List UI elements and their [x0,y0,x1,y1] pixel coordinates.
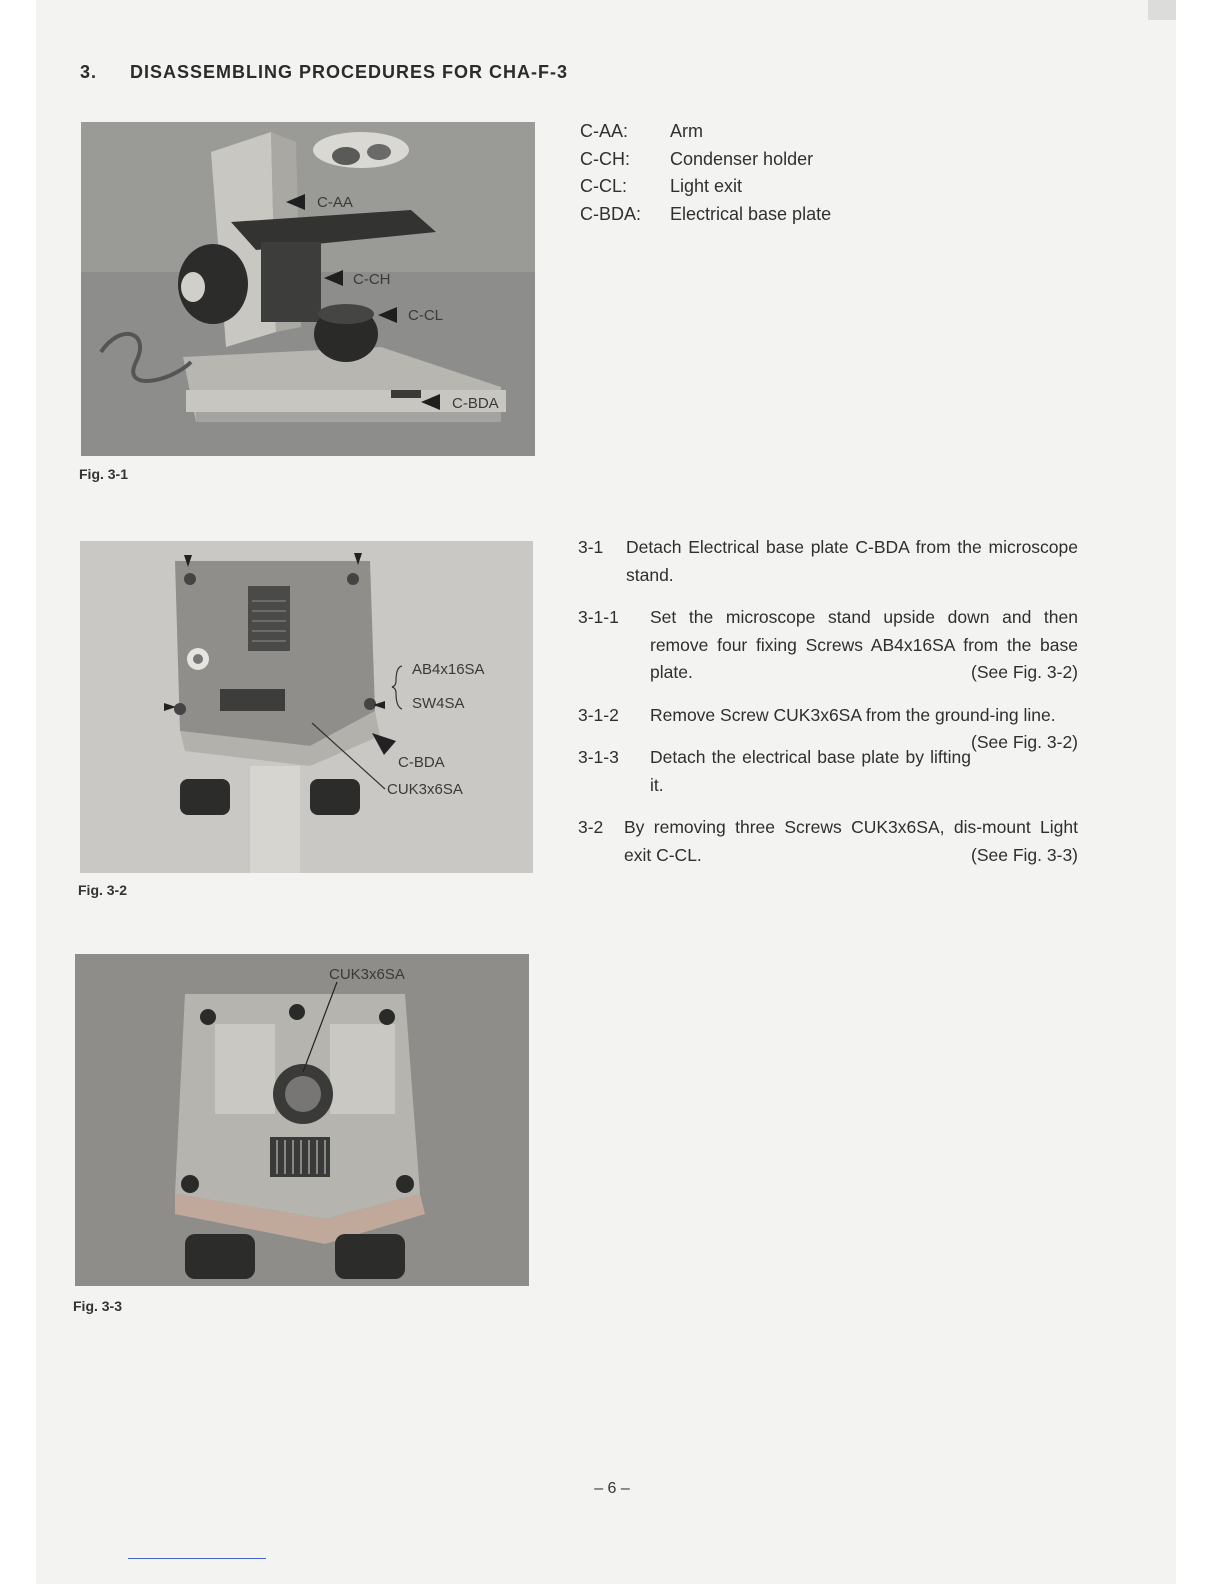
fig1-label-c-cl: C-CL [408,307,444,324]
procedure-steps [578,534,1078,884]
step-number: 3-1-1 [578,607,619,627]
figure-3-2-photo [80,541,533,873]
legend-code: C-BDA: [580,203,642,224]
legend-row [580,118,831,146]
parts-legend [580,118,831,228]
step-text: Set the microscope stand upside down and then remove four fixing Screws AB4x16SA from the base plate. [650,607,1078,682]
legend-row [580,173,831,201]
fig2-label-c-bda: C-BDA [398,754,445,771]
step-number: 3-1 [578,537,604,557]
section-title: DISASSEMBLING PROCEDURES FOR CHA-F-3 [130,62,569,82]
step-text: Remove Screw CUK3x6SA from the ground-ing line. [650,704,1056,725]
figure-reference: (See Fig. 3-3) [971,844,1078,865]
fig2-label-cuk3x6sa: CUK3x6SA [387,781,463,798]
step-number: 3-1-2 [578,704,619,725]
procedure-step [578,534,1078,589]
figure-3-1-caption: Fig. 3-1 [79,466,129,482]
legend-desc: Electrical base plate [670,203,832,224]
figure-3-3-caption: Fig. 3-3 [73,1298,123,1314]
fig2-label-sw4sa: SW4SA [412,695,465,712]
procedure-step [578,744,1078,799]
figure-3-2-caption: Fig. 3-2 [78,882,128,898]
legend-desc: Arm [670,121,703,141]
procedure-step [578,702,1078,752]
legend-code: C-CL: [580,176,628,196]
fig1-label-c-ch: C-CH [353,271,391,288]
step-number: 3-1-3 [578,747,619,767]
fig2-label-ab4x16sa: AB4x16SA [412,661,485,678]
legend-row [580,146,831,174]
step-text: Detach Electrical base plate C-BDA from the microscope stand. [626,537,1078,585]
figure-reference: (See Fig. 3-2) [971,732,1078,752]
figure-reference: (See Fig. 3-2) [971,662,1078,682]
procedure-step [578,814,1078,869]
procedure-step [578,604,1078,687]
section-heading [80,62,568,83]
step-text: By removing three Screws CUK3x6SA, dis-mount Light exit C-CL. [624,817,1078,865]
figure-3-3-photo [75,954,529,1286]
legend-row [580,201,831,229]
page-number: – 6 – [594,1480,630,1497]
legend-code: C-CH: [580,148,630,169]
legend-desc: Light exit [670,176,743,196]
scan-smudge [1148,0,1176,20]
fig1-label-c-aa: C-AA [317,194,353,211]
figure-3-1-photo [81,122,535,456]
footer-rule [128,1558,266,1559]
legend-desc: Condenser holder [670,148,814,169]
fig3-label-cuk3x6sa: CUK3x6SA [329,966,405,983]
section-number: 3. [80,62,98,82]
step-number: 3-2 [578,817,604,837]
step-text: Detach the electrical base plate by lifting it. [650,747,972,795]
fig1-label-c-bda: C-BDA [452,395,499,412]
legend-code: C-AA: [580,121,629,141]
